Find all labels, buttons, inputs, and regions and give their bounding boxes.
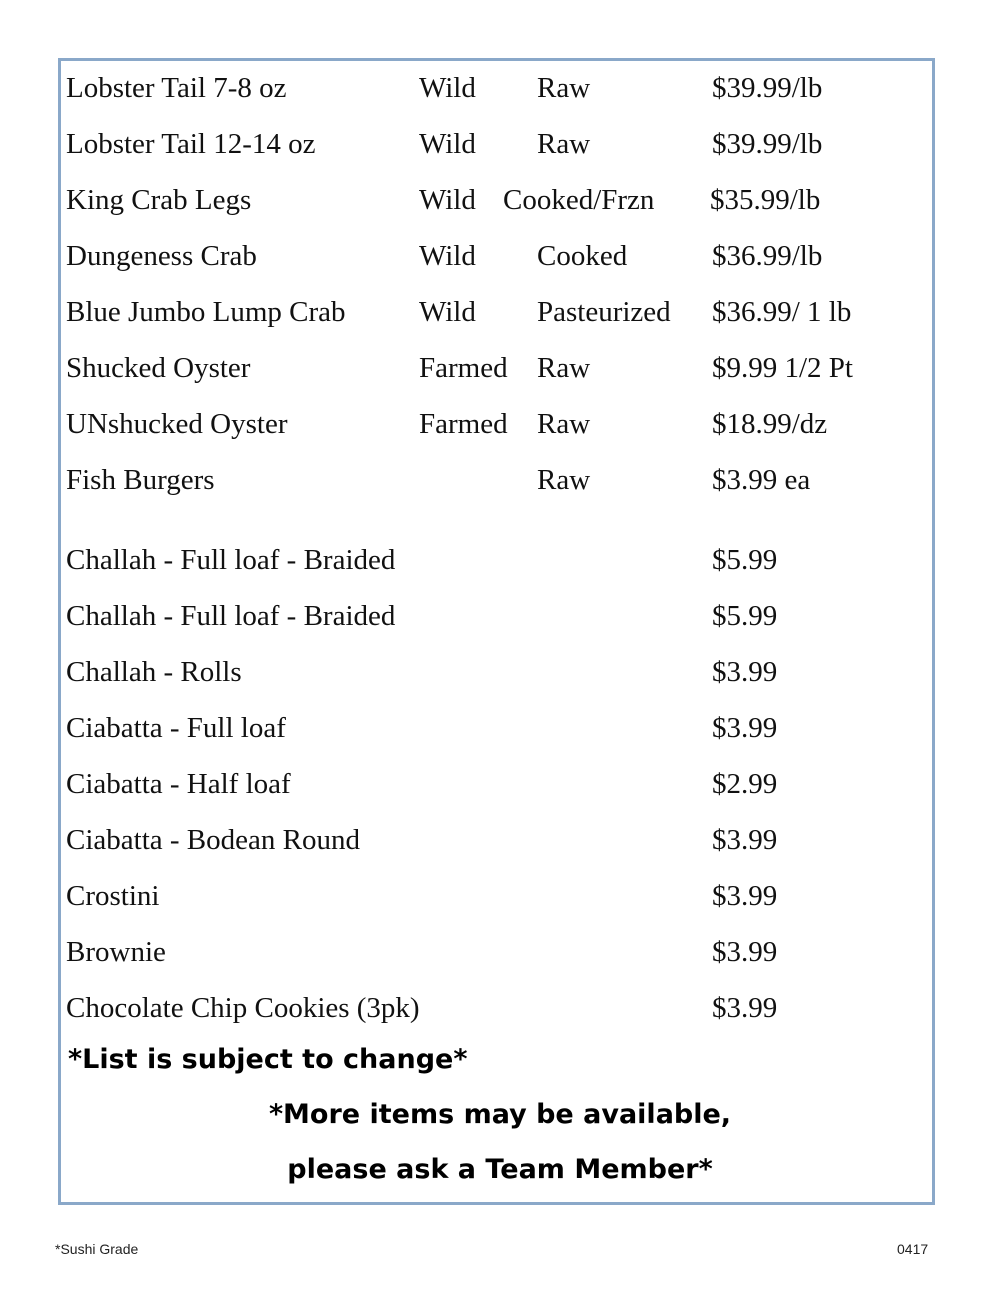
item-price: $3.99 [712, 656, 778, 688]
seafood-row [66, 230, 926, 286]
seafood-row [66, 174, 926, 230]
item-price: $36.99/ 1 lb [712, 296, 852, 328]
item-name: Ciabatta - Full loaf [66, 712, 286, 744]
bakery-row [66, 590, 926, 646]
ask-team-member-notice: please ask a Team Member* [287, 1154, 713, 1185]
item-source: Wild [419, 72, 476, 104]
section-spacer [66, 510, 926, 534]
item-price: $5.99 [712, 600, 778, 632]
item-prep: Raw [537, 464, 591, 496]
item-price: $39.99/lb [712, 128, 823, 160]
item-name: Challah - Full loaf - Braided [66, 544, 396, 576]
item-name: Ciabatta - Bodean Round [66, 824, 360, 856]
item-name: Challah - Rolls [66, 656, 242, 688]
item-price: $18.99/dz [712, 408, 828, 440]
item-price: $3.99 ea [712, 464, 811, 496]
bakery-row [66, 814, 926, 870]
item-price: $3.99 [712, 880, 778, 912]
item-source: Wild [419, 240, 476, 272]
item-name: Fish Burgers [66, 464, 215, 496]
item-name: Dungeness Crab [66, 240, 257, 272]
item-price: $3.99 [712, 712, 778, 744]
item-price: $39.99/lb [712, 72, 823, 104]
item-name: Lobster Tail 12-14 oz [66, 128, 316, 160]
bakery-row [66, 758, 926, 814]
item-name: Challah - Full loaf - Braided [66, 600, 396, 632]
item-source: Wild [419, 296, 476, 328]
item-name: King Crab Legs [66, 184, 252, 216]
item-prep: Raw [537, 128, 591, 160]
seafood-row [66, 62, 926, 118]
item-name: Chocolate Chip Cookies (3pk) [66, 992, 420, 1024]
item-source: Wild [419, 184, 476, 216]
item-price: $3.99 [712, 992, 778, 1024]
item-price: $2.99 [712, 768, 778, 800]
item-price: $3.99 [712, 936, 778, 968]
subject-to-change-notice: *List is subject to change* [68, 1044, 468, 1075]
item-name: Crostini [66, 880, 160, 912]
item-prep: Pasteurized [537, 296, 671, 328]
item-source: Farmed [419, 408, 508, 440]
sushi-grade-footnote: *Sushi Grade [55, 1241, 139, 1257]
item-source: Farmed [419, 352, 508, 384]
bakery-row [66, 534, 926, 590]
bakery-row [66, 646, 926, 702]
item-prep: Raw [537, 352, 591, 384]
item-price: $3.99 [712, 824, 778, 856]
document-code: 0417 [897, 1241, 929, 1257]
bakery-row [66, 982, 926, 1038]
bakery-row [66, 702, 926, 758]
item-prep: Raw [537, 408, 591, 440]
item-name: UNshucked Oyster [66, 408, 288, 440]
item-price: $36.99/lb [712, 240, 823, 272]
item-name: Brownie [66, 936, 166, 968]
item-name: Ciabatta - Half loaf [66, 768, 291, 800]
seafood-row [66, 118, 926, 174]
item-name: Blue Jumbo Lump Crab [66, 296, 346, 328]
item-prep: Cooked/Frzn [503, 184, 655, 216]
seafood-row [66, 342, 926, 398]
item-price: $9.99 1/2 Pt [712, 352, 853, 384]
price-list [66, 62, 926, 1038]
item-prep: Raw [537, 72, 591, 104]
seafood-row [66, 286, 926, 342]
seafood-row [66, 398, 926, 454]
item-name: Shucked Oyster [66, 352, 251, 384]
item-source: Wild [419, 128, 476, 160]
bakery-row [66, 926, 926, 982]
bakery-row [66, 870, 926, 926]
item-prep: Cooked [537, 240, 628, 272]
more-items-notice: *More items may be available, [268, 1099, 732, 1130]
item-price: $35.99/lb [710, 184, 821, 216]
item-name: Lobster Tail 7-8 oz [66, 72, 287, 104]
item-price: $5.99 [712, 544, 778, 576]
seafood-row [66, 454, 926, 510]
